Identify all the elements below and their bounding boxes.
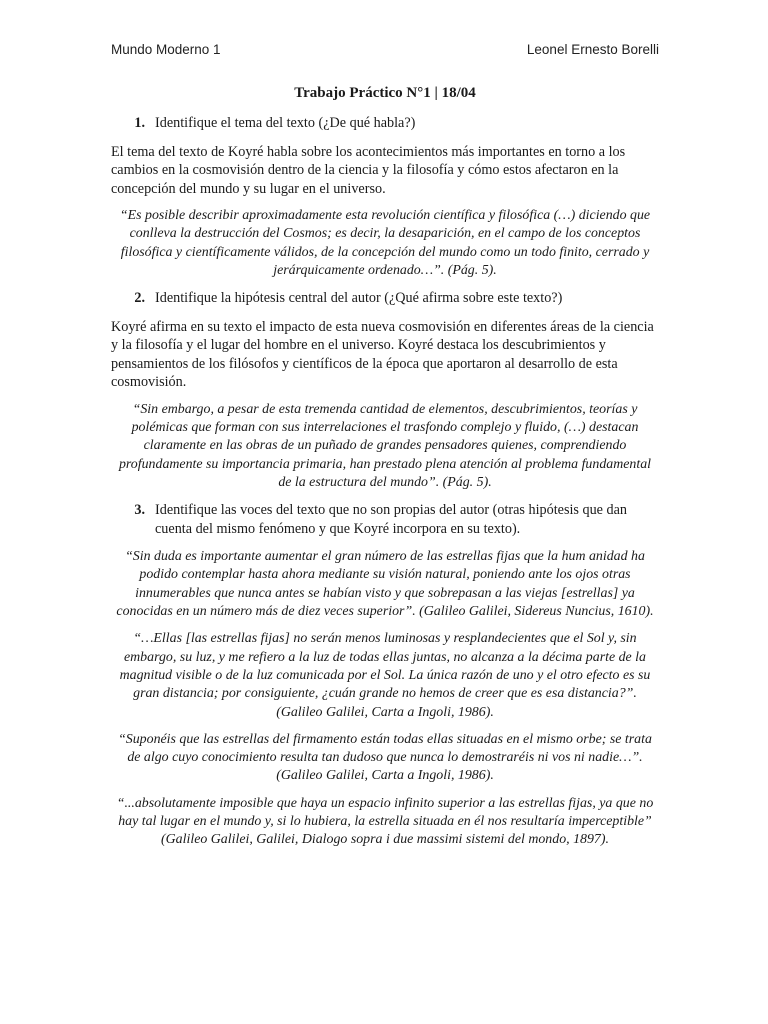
answer-1: El tema del texto de Koyré habla sobre los acontecimientos más importantes en torno a los cambios en la cosmovisión dentro de la ciencia y la filosofía y cómo estos afectaron en la concepción del mundo y su lugar en el universo.	[111, 143, 626, 197]
quote-1: “Es posible describir aproximadamente esta revolución científica y filosófica (…) diciendo que conlleva la destrucción del Cosmos; es decir, la desaparición, en el campo de los conceptos filosófica y científicamente válidos, de la concepción del mundo como un todo finito, cerrado y jerárquicamente ordenado…”. (Pág. 5).	[119, 208, 651, 278]
question-2-text: Identifique la hipótesis central del autor (¿Qué afirma sobre este texto?)	[155, 290, 563, 307]
question-3-text: Identifique las voces del texto que no son propias del autor (otras hipótesis que dan cuenta del mismo fenómeno y que Koyré incorpora en su texto).	[155, 502, 628, 537]
question-1-number: 1.	[134, 115, 145, 131]
quote-3d: “...absolutamente imposible que haya un espacio infinito superior a las estrellas fijas, ya que no hay tal lugar en el mundo y, si lo hubiera, la estrella situada en él nos resultaría imperceptible” (Galileo Galilei, Galilei, Dialogo sopra i due massimi sistemi del mondo, 1897).	[116, 795, 654, 848]
document-body	[111, 84, 659, 859]
header-author: Leonel Ernesto Borelli	[526, 42, 659, 57]
document-title: Trabajo Práctico N°1 | 18/04	[294, 85, 476, 101]
question-3	[111, 501, 659, 538]
question-2-number: 2.	[134, 290, 145, 307]
quote-2: “Sin embargo, a pesar de esta tremenda cantidad de elementos, descubrimientos, teorías y polémicas que forman con sus interrelaciones el trasfondo complejo y fluido, (…) destacan claramente en las obras de un puñado de grandes pensadores quienes, comprendiendo profundamente su importancia primaria, han prestado plena atención al problema fundamental de la estructura del mundo”. (Pág. 5).	[118, 401, 652, 490]
answer-2: Koyré afirma en su texto el impacto de esta nueva cosmovisión en diferentes áreas de la ciencia y la filosofía y el lugar del hombre en el universo. Koyré destaca los descubrimientos y pensamientos de los filósofos y científicos de la época que aportaron al desarrollo de esta cosmovisión.	[111, 318, 654, 391]
quote-3b: “…Ellas [las estrellas fijas] no serán menos luminosas y resplandecientes que el Sol y, sin embargo, su luz, y me refiero a la luz de todas ellas juntas, no alcanza a la décima parte de la magnitud visible o de la luz comunicada por el Sol. La única razón de uno y el otro efecto es su gran distancia; por consiguiente, ¿cuán grande no hemos de creer que es esa distancia?”. (Galileo Galilei, Carta a Ingoli, 1986).	[119, 631, 651, 720]
question-3-number: 3.	[134, 502, 145, 519]
quote-3a: “Sin duda es importante aumentar el gran número de las estrellas fijas que la hum anidad ha podido contemplar hasta ahora mediante su visión natural, poniendo ante los ojos otras innumerables que nunca antes se habían visto y que sobrepasan a las viejas [estrellas] ya conocidas en un número más de diez veces superior”. (Galileo Galilei, Sidereus Nuncius, 1610).	[116, 549, 654, 620]
header-course: Mundo Moderno 1	[111, 42, 221, 57]
question-1-text: Identifique el tema del texto (¿De qué habla?)	[155, 115, 416, 131]
quote-3c: “Suponéis que las estrellas del firmamento están todas ellas situadas en el mismo orbe; se trata de algo cuyo conocimiento resulta tan dudoso que nunca lo demostraréis ni vos ni nadie…”. (Galileo Galilei, Carta a Ingoli, 1986).	[118, 731, 652, 784]
page-header	[111, 42, 659, 57]
question-1	[111, 114, 659, 133]
question-2	[111, 289, 659, 308]
